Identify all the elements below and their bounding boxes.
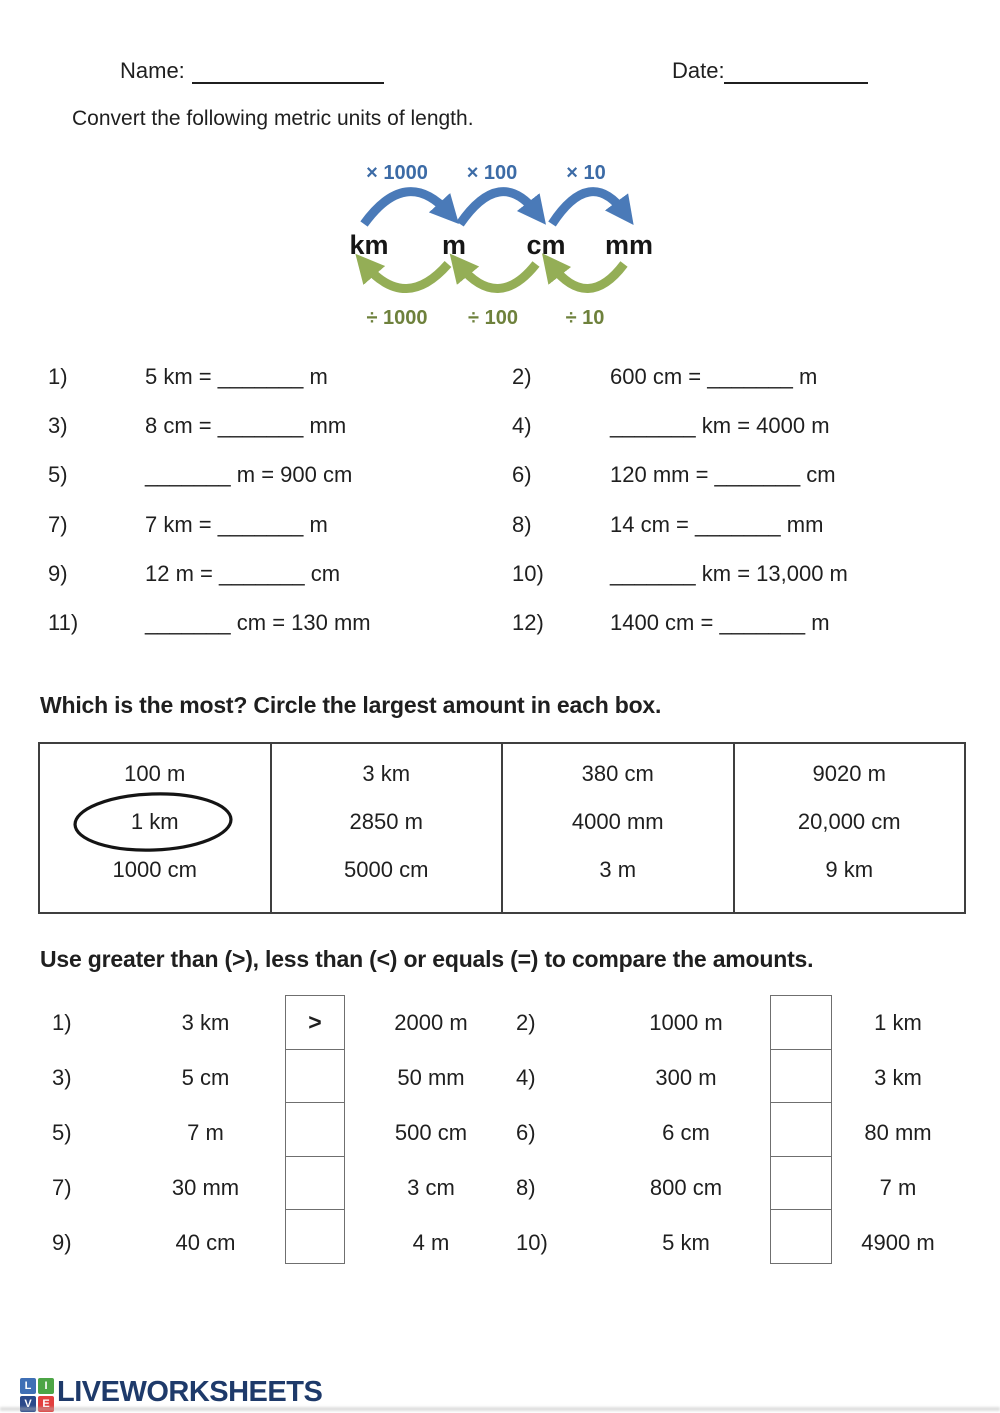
compare-answer-cell-3[interactable] [285,1049,345,1104]
compare-left-value: 1000 m [649,1010,723,1035]
compare-right-value: 7 m [879,1175,917,1200]
most-value: 9020 m [812,761,886,786]
multiply-arrow-icon [552,192,624,224]
compare-left-value: 40 cm [175,1230,236,1255]
divide-label-100: ÷ 100 [468,307,518,327]
compare-right-value: 80 mm [864,1120,932,1145]
multiply-label-1000: × 1000 [366,162,428,184]
unit-label-m: m [441,230,467,260]
compare-answer-column-left [285,995,345,1264]
compare-number: 10) [516,1230,548,1255]
divide-arrow-icon [552,264,624,289]
compare-number: 9) [52,1230,72,1255]
compare-heading: Use greater than (>), less than (<) or equals (=) to compare the amounts. [40,946,814,972]
compare-left-value: 300 m [655,1065,717,1090]
circle-annotation [70,790,236,856]
multiply-arrow-icon [460,192,536,224]
compare-number: 2) [516,1010,536,1035]
liveworksheets-logo-text: LIVEWORKSHEETS [57,1376,323,1408]
most-value: 1 km [130,809,179,834]
compare-number: 6) [516,1120,536,1145]
compare-number: 7) [52,1175,72,1200]
problem-number: 1) [48,364,68,389]
unit-label-km: km [349,230,389,260]
multiply-arrow-icon [364,192,448,224]
unit-conversion-diagram [336,152,666,327]
problem-text: 600 cm = _______ m [610,364,818,389]
compare-right-value: 500 cm [394,1120,468,1145]
problem-number: 3) [48,413,68,438]
problem-number: 8) [512,512,532,537]
name-label: Name: [120,58,185,83]
compare-left-value: 800 cm [649,1175,723,1200]
most-value: 3 km [362,761,411,786]
name-blank-line [192,58,384,84]
unit-label-mm: mm [604,230,654,260]
problem-text: _______ km = 13,000 m [610,561,848,586]
problem-number: 6) [512,462,532,487]
problem-number: 9) [48,561,68,586]
most-value: 5000 cm [344,857,429,882]
problem-text: 8 cm = _______ mm [145,413,347,438]
page-cutoff-strip [0,1407,1000,1411]
compare-number: 8) [516,1175,536,1200]
most-value: 2850 m [349,809,423,834]
compare-number: 4) [516,1065,536,1090]
compare-answer-cell-7[interactable] [285,1156,345,1211]
compare-number: 5) [52,1120,72,1145]
compare-right-value: 4900 m [861,1230,935,1255]
problem-number: 4) [512,413,532,438]
problem-text: 7 km = _______ m [145,512,328,537]
compare-right-value: 50 mm [397,1065,465,1090]
problem-text: 120 mm = _______ cm [610,462,836,487]
most-value: 20,000 cm [797,809,901,834]
date-label: Date: [672,58,725,83]
divide-label-1000: ÷ 1000 [366,307,428,327]
compare-number: 1) [52,1010,72,1035]
problem-number: 7) [48,512,68,537]
logo-letter-square: V [20,1396,36,1412]
logo-letter-square: L [20,1378,36,1394]
unit-label-cm: cm [526,230,566,260]
problem-text: 1400 cm = _______ m [610,610,830,635]
date-blank-line [724,58,868,84]
most-value: 380 cm [581,761,654,786]
compare-answer-cell-9[interactable] [285,1209,345,1264]
problem-text: 5 km = _______ m [145,364,328,389]
problem-number: 10) [512,561,544,586]
problem-number: 11) [48,610,79,635]
problem-text: 12 m = _______ cm [145,561,341,586]
compare-right-value: 4 m [412,1230,450,1255]
compare-right-value: 1 km [874,1010,922,1035]
divide-label-10: ÷ 10 [565,307,605,327]
problem-number: 2) [512,364,532,389]
most-value: 100 m [124,761,186,786]
compare-number: 3) [52,1065,72,1090]
compare-left-value: 7 m [187,1120,224,1145]
logo-letter-square: E [38,1396,54,1412]
multiply-label-10: × 10 [566,162,606,184]
compare-left-value: 6 cm [662,1120,710,1145]
divide-arrow-icon [366,264,448,289]
compare-right-value: 2000 m [394,1010,468,1035]
problem-text: 14 cm = _______ mm [610,512,824,537]
compare-right-value: 3 km [874,1065,922,1090]
divide-arrow-icon [460,264,536,289]
most-box-4 [735,744,965,912]
problem-text: _______ cm = 130 mm [145,610,371,635]
worksheet-title: Convert the following metric units of length. [72,107,474,130]
most-value: 1000 cm [112,857,197,882]
problem-text: _______ km = 4000 m [610,413,830,438]
most-value: 9 km [825,857,874,882]
multiply-label-100: × 100 [466,162,518,184]
problem-number: 5) [48,462,68,487]
most-heading: Which is the most? Circle the largest amount in each box. [40,692,662,718]
compare-left-value: 5 km [662,1230,710,1255]
problem-text: _______ m = 900 cm [145,462,353,487]
compare-left-value: 30 mm [171,1175,240,1200]
compare-left-value: 5 cm [181,1065,230,1090]
logo-letter-square: I [38,1378,54,1394]
most-value: 3 m [599,857,637,882]
problem-number: 12) [512,610,544,635]
compare-answer-cell-5[interactable] [285,1102,345,1157]
most-box-3 [503,744,735,912]
compare-right-value: 3 cm [407,1175,455,1200]
compare-answer-cell-1[interactable]: > [285,995,345,1050]
most-box-2 [272,744,504,912]
most-value: 4000 mm [571,809,664,834]
compare-left-value: 3 km [181,1010,230,1035]
